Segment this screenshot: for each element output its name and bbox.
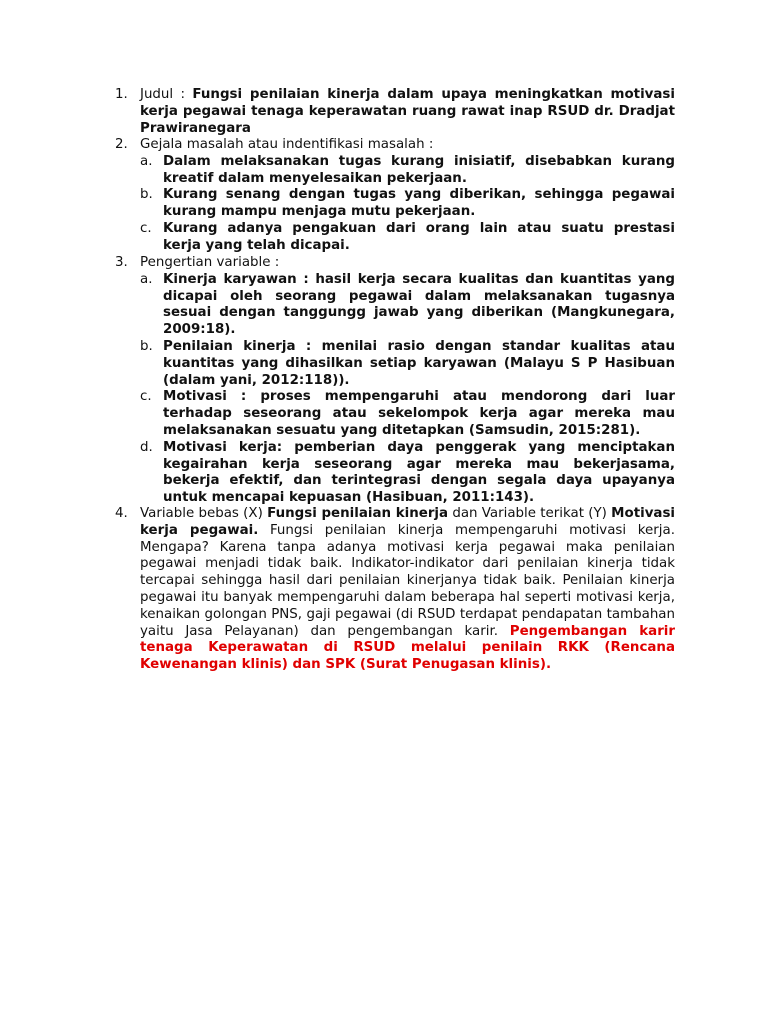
sub-item (140, 187, 675, 221)
sub-text: Kurang adanya pengakuan dari orang lain atau suatu prestasi kerja yang telah dicapai. (163, 220, 675, 253)
variable-x: Fungsi penilaian kinerja (267, 506, 449, 521)
sub-item (140, 440, 675, 507)
highlight-red-text: Pengembangan karir tenaga Keperawatan di RSUD melalui penilain RKK (Rencana Kewenangan klinis) dan SPK (Surat Penugasan klinis). (140, 623, 675, 673)
list-item-gejala (115, 137, 675, 255)
list-item-pengertian (115, 255, 675, 507)
judul-title: Fungsi penilaian kinerja dalam upaya meningkatkan motivasi kerja pegawai tenaga keperawatan ruang rawat inap RSUD dr. Dradjat Prawiranegara (140, 87, 675, 136)
gejala-label: Gejala masalah atau indentifikasi masalah : (140, 137, 434, 152)
sub-item (140, 272, 675, 339)
list-item-judul (115, 87, 675, 137)
sub-letter: b. (140, 187, 153, 203)
list-item-variable (115, 506, 675, 674)
item-body (140, 137, 675, 255)
variable-text-2: dan Variable terikat (Y) (448, 506, 612, 521)
variable-text-3: Fungsi penilaian kinerja mempengaruhi motivasi kerja. Mengapa? Karena tanpa adanya motivasi kerja pegawai maka penilaian pegawai menjadi tidak baik. Indikator-indikator dari penilaian kinerja tidak tercapai sehingga hasil dari penilaian kinerjanya tidak baik. Penilaian kinerja pegawai itu banyak mempengaruhi dalam beberapa hal seperti motivasi kerja, kenaikan golongan PNS, gaji pegawai (di RSUD terdapat pendapatan tambahan yaitu Jasa Pelayanan) dan pengembangan karir. (140, 522, 675, 639)
item-number: 3. (115, 255, 128, 270)
item-body (140, 506, 675, 674)
judul-label: Judul : (140, 87, 193, 102)
sub-text: Motivasi : proses mempengaruhi atau mendorong dari luar terhadap seseorang atau sekelompok kerja agar mereka mau melaksanakan sesuatu yang ditetapkan (Samsudin, 2015:281). (163, 389, 675, 438)
sub-item (140, 339, 675, 389)
sub-letter: c. (140, 389, 152, 405)
variable-text-1: Variable bebas (X) (140, 506, 268, 521)
item-body (140, 255, 675, 507)
sub-item (140, 221, 675, 255)
sub-letter: b. (140, 338, 153, 354)
item-number: 1. (115, 87, 128, 102)
item-body (140, 87, 675, 137)
sub-text: Kinerja karyawan : hasil kerja secara kualitas dan kuantitas yang dicapai oleh seorang pegawai dalam melaksanakan tugasnya sesuai dengan tanggungg jawab yang diberikan (Mangkunegara, 2009:18). (163, 271, 675, 338)
sub-text: Motivasi kerja: pemberian daya penggerak yang menciptakan kegairahan kerja seseorang agar mereka mau bekerjasama, bekerja efektif, dan terintegrasi dengan segala daya upayanya untuk mencapai kepuasan (Hasibuan, 2011:143). (163, 439, 675, 506)
sub-text: Kurang senang dengan tugas yang diberikan, sehingga pegawai kurang mampu menjaga mutu pekerjaan. (163, 187, 675, 220)
item-number: 2. (115, 137, 128, 152)
sub-text: Penilaian kinerja : menilai rasio dengan standar kualitas atau kuantitas yang dihasilkan setiap karyawan (Malayu S P Hasibuan (dalam yani, 2012:118)). (163, 338, 675, 388)
pengertian-label: Pengertian variable : (140, 255, 280, 270)
sub-item (140, 154, 675, 188)
sub-letter: a. (140, 153, 153, 169)
sub-item (140, 389, 675, 439)
item-number: 4. (115, 506, 128, 521)
sub-text: Dalam melaksanakan tugas kurang inisiatif, disebabkan kurang kreatif dalam menyelesaikan pekerjaan. (163, 153, 675, 186)
sub-letter: a. (140, 271, 153, 287)
variable-y: Motivasi kerja pegawai. (140, 506, 676, 538)
sub-letter: c. (140, 220, 152, 236)
sub-letter: d. (140, 439, 153, 455)
